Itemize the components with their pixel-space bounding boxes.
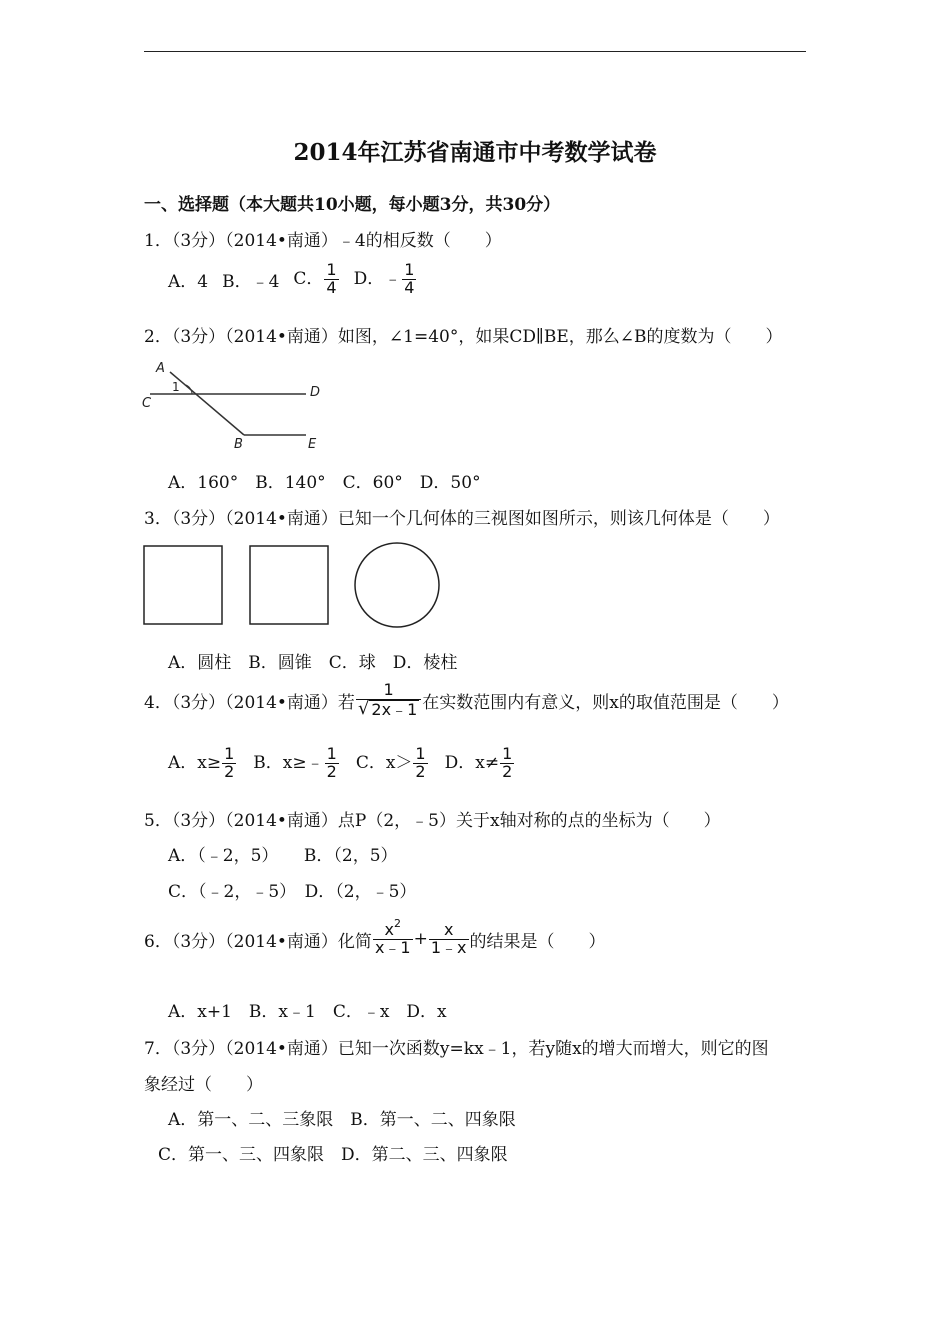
option-a: A．4 <box>168 271 209 292</box>
question-7-stem-line1: 7．（3分）（2014•南通）已知一次函数y=kx﹣1，若y随x的增大而增大，则它的图 <box>144 1039 769 1059</box>
question-5-options-line2: C．（﹣2，﹣5） D．（2，﹣5） <box>168 882 417 902</box>
front-view-square <box>144 546 222 624</box>
radical-fraction: 1 √ 2x﹣1 <box>356 682 421 719</box>
question-4-stem: 4．（3分）（2014•南通）若 1 √ 2x﹣1 在实数范围内有意义，则x的取值范围是（ ） <box>144 680 789 719</box>
question-7-options-line2: C．第一、三、四象限 D．第二、三、四象限 <box>158 1145 508 1165</box>
question-1-options <box>168 262 417 297</box>
option-b: B．x≥﹣ $\frac{1}{2}$ <box>253 744 337 781</box>
option-a: A．x≥ $\frac{1}{2}$ <box>168 744 235 781</box>
section-heading: 一、选择题（本大题共10小题，每小题3分，共30分） <box>144 195 561 215</box>
question-5-stem: 5．（3分）（2014•南通）点P（2，﹣5）关于x轴对称的点的坐标为（ ） <box>144 811 721 831</box>
label-c: C <box>142 396 152 411</box>
parallel-lines-figure <box>140 356 340 452</box>
fraction-x-squared: $\frac{x^2}{x﹣1}$ <box>374 917 411 957</box>
option-d: D．x≠ $\frac{1}{2}$ <box>444 744 513 781</box>
label-a: A <box>156 361 165 376</box>
top-view-circle <box>355 543 439 627</box>
side-view-square <box>250 546 328 624</box>
question-7-stem-line2: 象经过（ ） <box>144 1075 263 1095</box>
question-3-options: A．圆柱 B．圆锥 C．球 D．棱柱 <box>168 653 458 673</box>
fraction: $\frac{1}{4}$ <box>404 260 415 297</box>
question-7-options-line1: A．第一、二、三象限 B．第一、二、四象限 <box>168 1110 516 1130</box>
question-5-options-line1: A．（﹣2，5） B．（2，5） <box>168 846 398 866</box>
label-e: E <box>308 437 317 452</box>
label-d: D <box>310 385 321 400</box>
question-2-stem: 2．（3分）（2014•南通）如图，∠1=40°，如果CD∥BE，那么∠B的度数为（ ） <box>144 327 783 347</box>
header-rule <box>144 51 806 52</box>
question-3-stem: 3．（3分）（2014•南通）已知一个几何体的三视图如图所示，则该几何体是（ ） <box>144 509 780 529</box>
question-2-options: A．160° B．140° C．60° D．50° <box>168 473 481 493</box>
fraction: $\frac{1}{4}$ <box>326 260 337 297</box>
fraction-x-over-one-minus-x: $\frac{x}{1﹣x}$ <box>430 920 467 957</box>
three-views-figure <box>140 540 450 632</box>
line-ab <box>170 372 244 435</box>
option-b: B．﹣4 <box>222 271 280 292</box>
option-c: C．x＞ $\frac{1}{2}$ <box>355 744 426 781</box>
question-6-stem: 6．（3分）（2014•南通）化简 $\frac{x^2}{x﹣1}$ + $\frac{x}{1﹣x}$ 的结果是（ ） <box>144 917 606 957</box>
question-4-options <box>168 746 515 781</box>
option-d: D．﹣ $\frac{1}{4}$ <box>353 260 415 297</box>
label-b: B <box>234 437 243 452</box>
label-angle-1: 1 <box>172 380 180 394</box>
question-1-stem: 1．（3分）（2014•南通）﹣4的相反数（ ） <box>144 231 502 251</box>
option-c: C． $\frac{1}{4}$ <box>293 260 337 297</box>
question-6-options: A．x+1 B．x﹣1 C．﹣x D．x <box>168 1002 447 1022</box>
page-title: 2014年江苏省南通市中考数学试卷 <box>293 139 657 166</box>
